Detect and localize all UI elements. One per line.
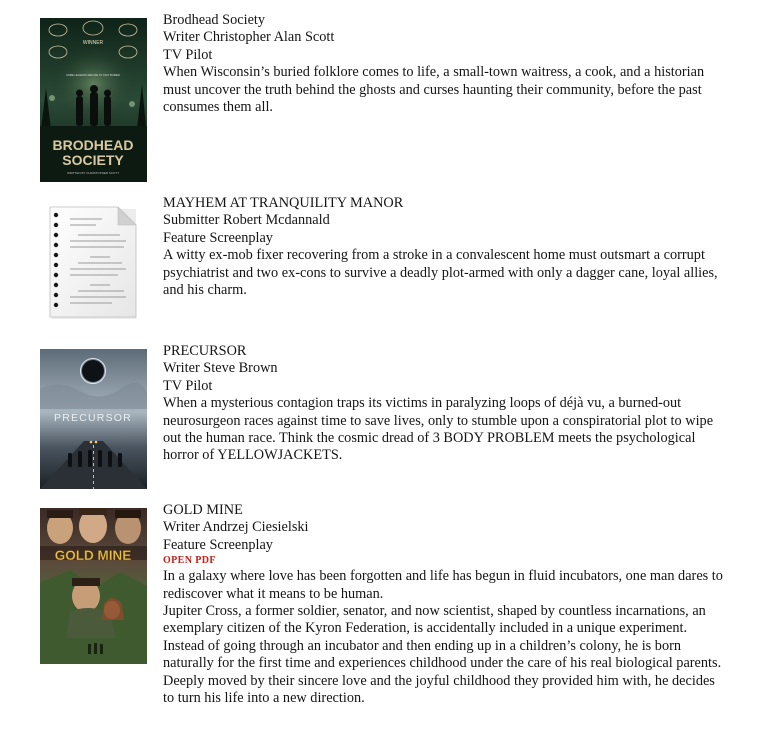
poster-image xyxy=(40,508,147,664)
poster-title-line1: BRODHEAD xyxy=(52,137,134,153)
entry-format: TV Pilot xyxy=(163,46,213,63)
entry-text xyxy=(163,343,723,465)
entry-format: TV Pilot xyxy=(163,377,213,394)
poster-brodhead-society[interactable] xyxy=(40,18,147,182)
entry-logline: A witty ex-mob fixer recovering from a stroke in a convalescent home must outsmart a corrupt psychiatrist and two ex-cons to survive a deadly plot-armed with only a dagger cane, loyal allies, and his charm. xyxy=(163,247,718,299)
poster-mayhem-at-tranquility-manor[interactable] xyxy=(40,201,147,326)
entry-credit: Submitter Robert Mcdannald xyxy=(163,212,330,229)
entry-paragraph: Jupiter Cross, a former soldier, senator, and now scientist, shaped by countless incarnations, an exemplary citizen of the Kyron Federation, is accidentally included in a unique experiment. Instead of going through an incubator and then ending up in a children’s colony, he is born naturally for the first time and experiences childhood under the care of his real biological parents. xyxy=(163,603,722,672)
entry-title: PRECURSOR xyxy=(163,343,247,359)
poster-gold-mine[interactable] xyxy=(40,508,147,664)
entry-logline: When Wisconsin’s buried folklore comes to life, a small-town waitress, a cook, and a historian must uncover the truth behind the ghosts and curses haunting their community, before the past consumes them all. xyxy=(163,64,705,116)
poster-title: GOLD MINE xyxy=(54,548,132,563)
entry-credit: Writer Christopher Alan Scott xyxy=(163,29,335,46)
entry-text xyxy=(163,195,723,299)
entry-title: MAYHEM AT TRANQUILITY MANOR xyxy=(163,195,404,211)
entry-credit: Writer Andrzej Ciesielski xyxy=(163,519,309,536)
script-document-icon xyxy=(40,201,147,326)
poster-precursor[interactable] xyxy=(40,349,147,489)
entry-paragraph: Deeply moved by their sincere love and the joyful childhood they provided him with, he decides to turn his life into a new direction. xyxy=(163,672,715,707)
entry-credit: Writer Steve Brown xyxy=(163,360,278,377)
poster-image xyxy=(40,18,147,182)
poster-title-line2: SOCIETY xyxy=(62,152,124,168)
entry-logline: When a mysterious contagion traps its victims in paralyzing loops of déjà vu, a burned-out neurosurgeon races against time to save lives, only to stumble upon a conspiratorial plot to wipe out the human race. Think the cosmic dread of 3 BODY PROBLEM meets the psychological horror of YELLOWJACKETS. xyxy=(163,395,714,464)
poster-badge: WINNER xyxy=(82,40,104,46)
open-pdf-link[interactable]: OPEN PDF xyxy=(163,555,216,567)
entry-text xyxy=(163,12,723,116)
poster-title: PRECURSOR xyxy=(54,412,132,424)
poster-tagline: SOME LEGENDS REFUSE TO STAY BURIED xyxy=(66,74,120,77)
entry-format: Feature Screenplay xyxy=(163,229,273,246)
entry-format: Feature Screenplay xyxy=(163,536,273,553)
entry-text xyxy=(163,502,723,707)
entry-title: GOLD MINE xyxy=(163,502,243,518)
poster-image xyxy=(40,349,147,489)
entry-title: Brodhead Society xyxy=(163,12,266,28)
entry-logline: In a galaxy where love has been forgotten and life has begun in fluid incubators, one man dares to rediscover what it means to be human. xyxy=(163,568,723,602)
poster-byline: WRITTEN BY CHRISTOPHER SCOTT xyxy=(66,171,120,175)
